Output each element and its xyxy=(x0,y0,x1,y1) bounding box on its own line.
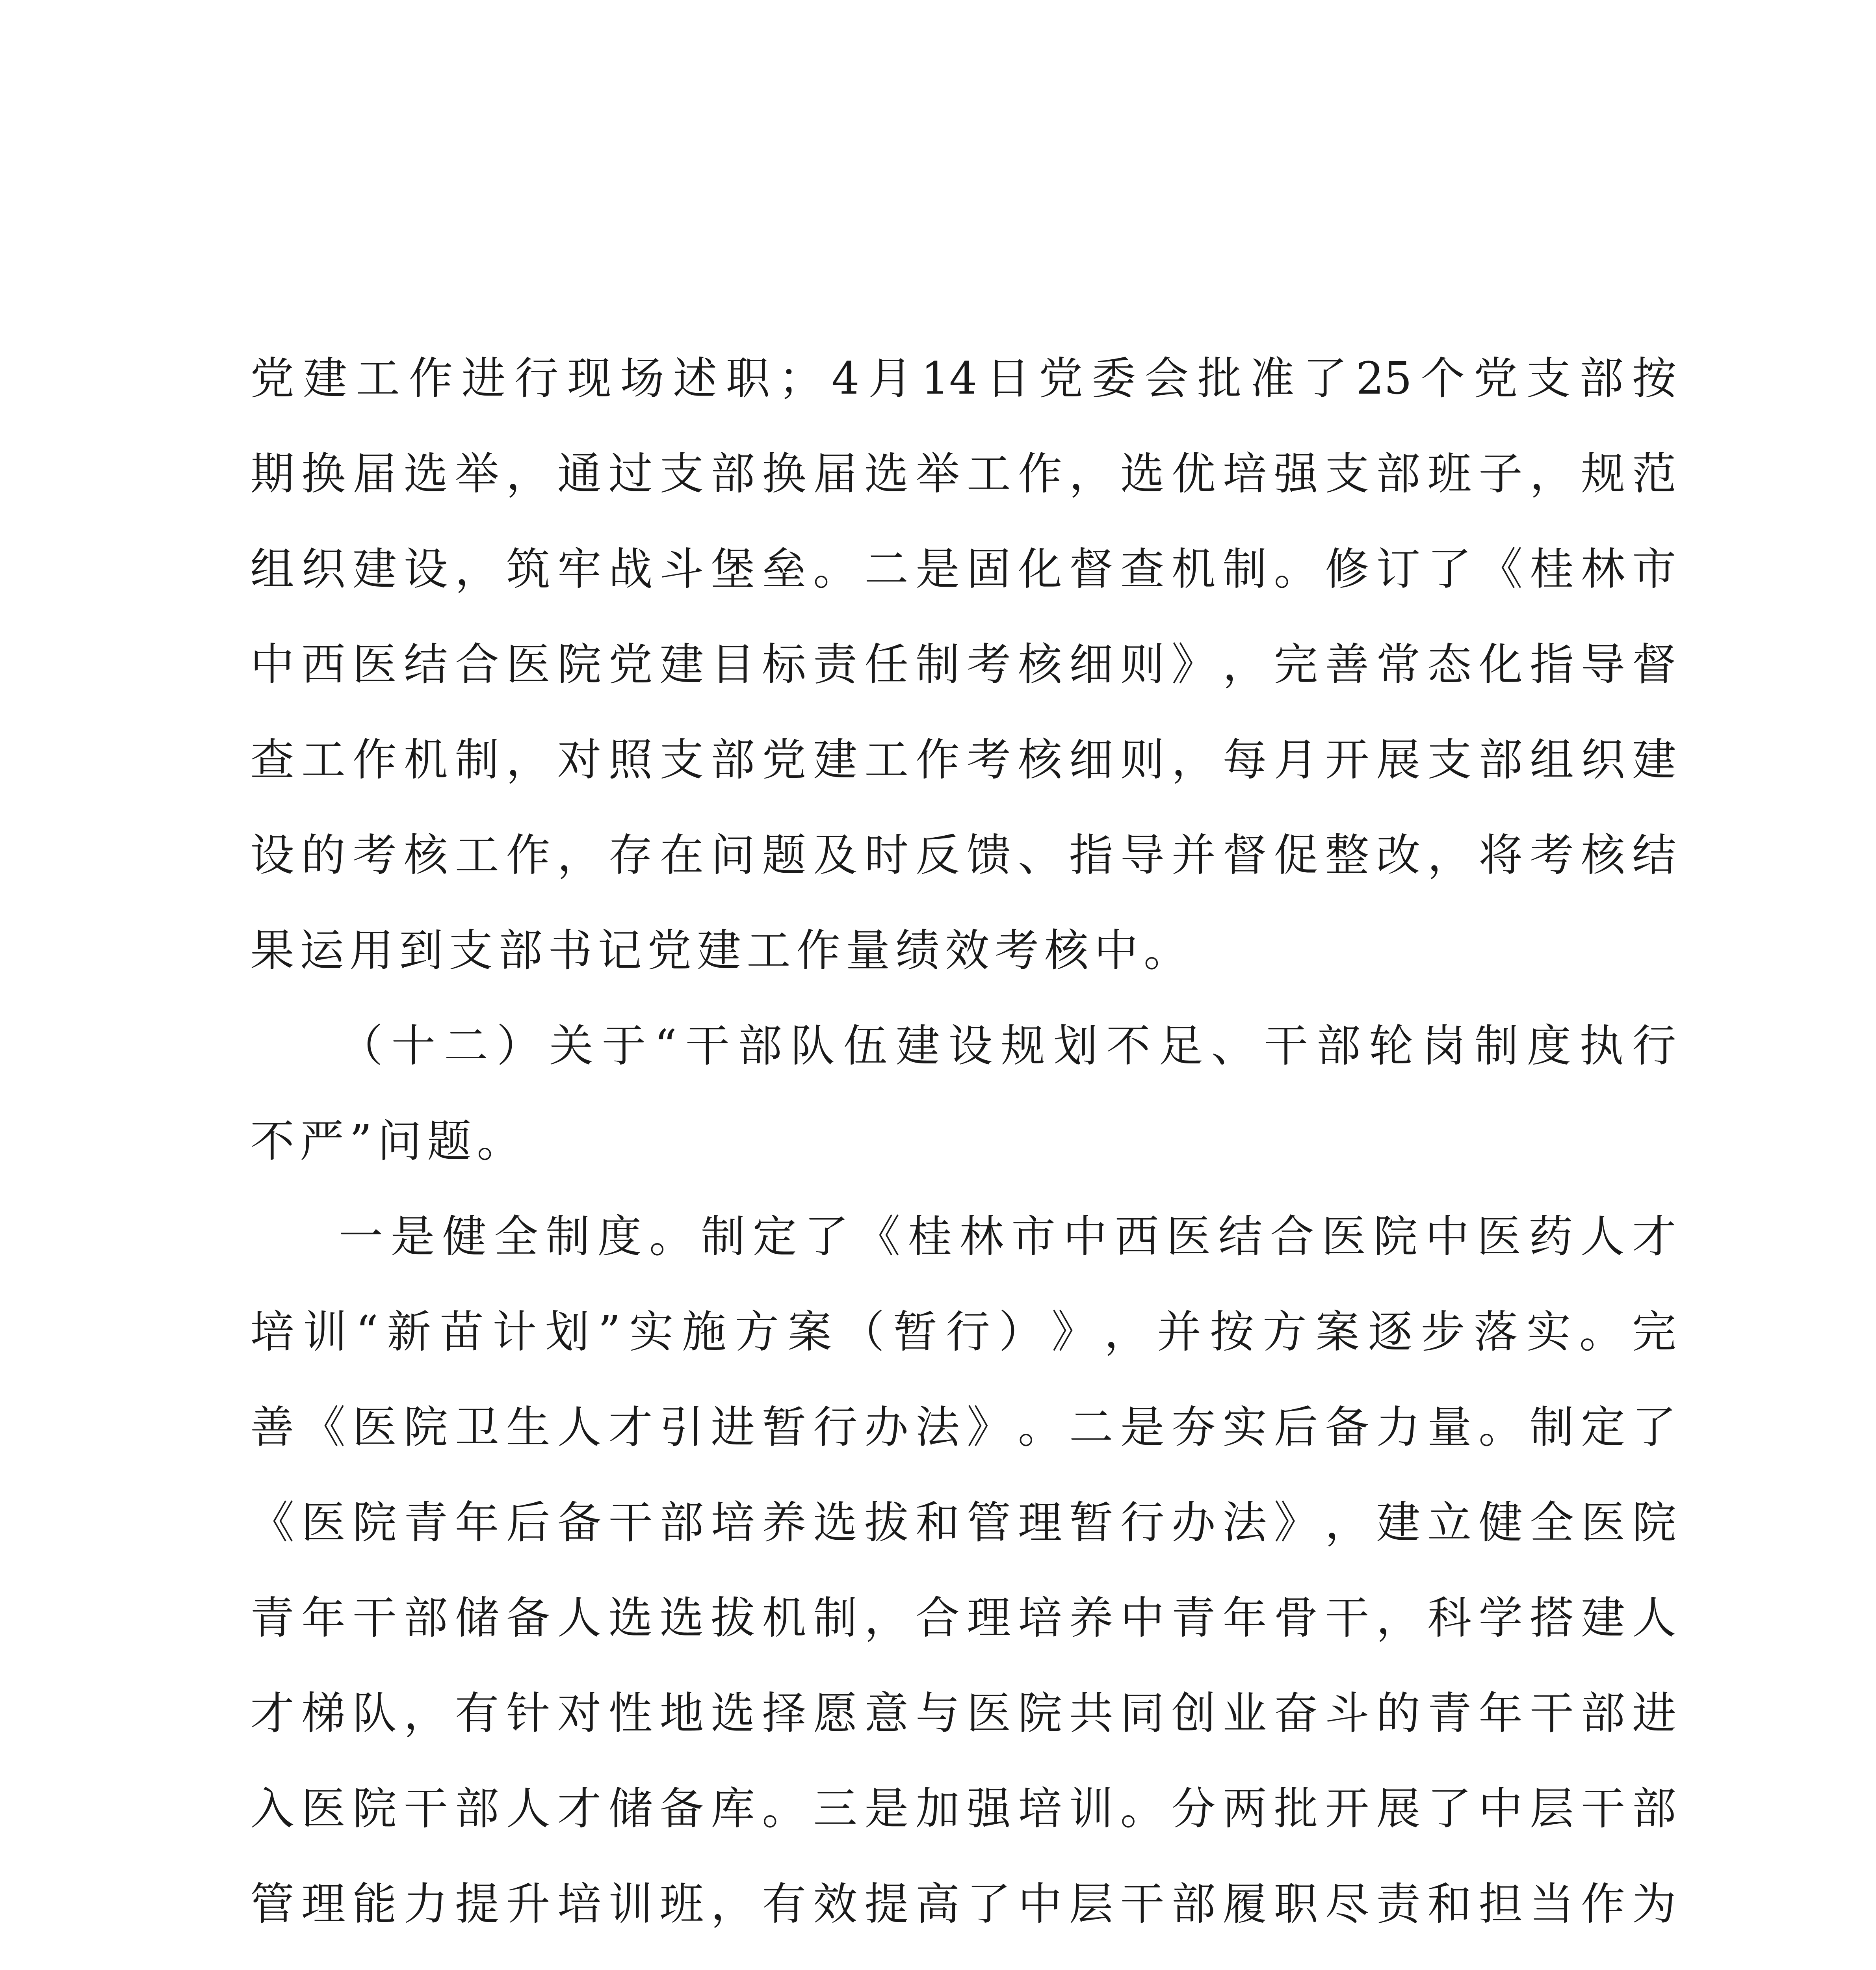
text-line: 一 是 健 全 制 度 。 制 定 了 《 桂 林 市 中 西 医 结 合 医 院 中 医 药 人 才 xyxy=(339,1211,1676,1262)
text-line: 期 换 届 选 举 ， 通 过 支 部 换 届 选 举 工 作 ， 选 优 培 强 支 部 班 子 ， 规 范 xyxy=(250,448,1676,500)
text-line: 果 运 用 到 支 部 书 记 党 建 工 作 量 绩 效 考 核 中 。 xyxy=(250,925,1188,976)
text-line: 设 的 考 核 工 作 ， 存 在 问 题 及 时 反 馈 、 指 导 并 督 促 整 改 ， 将 考 核 结 xyxy=(250,830,1676,881)
text-line: 中 西 医 结 合 医 院 党 建 目 标 责 任 制 考 核 细 则 》 ， 完 善 常 态 化 指 导 督 xyxy=(250,639,1676,690)
text-line: 管 理 能 力 提 升 培 训 班 ， 有 效 提 高 了 中 层 干 部 履 职 尽 责 和 担 当 作 为 xyxy=(250,1879,1676,1930)
text-line: 不 严 ” 问 题 。 xyxy=(250,1116,521,1167)
text-line: 培 训 “ 新 苗 计 划 ” 实 施 方 案 （ 暂 行 ） 》 ， 并 按 方 案 逐 步 落 实 。 完 xyxy=(250,1307,1676,1358)
body-text xyxy=(250,331,1676,1970)
text-line: 查 工 作 机 制 ， 对 照 支 部 党 建 工 作 考 核 细 则 ， 每 月 开 展 支 部 组 织 建 xyxy=(250,734,1676,786)
text-line: 善 《 医 院 卫 生 人 才 引 进 暂 行 办 法 》 。 二 是 夯 实 后 备 力 量 。 制 定 了 xyxy=(250,1402,1676,1453)
text-line: （ 十 二 ） 关 于 “ 干 部 队 伍 建 设 规 划 不 足 、 干 部 轮 岗 制 度 执 行 xyxy=(339,1020,1676,1072)
text-line: 青 年 干 部 储 备 人 选 选 拔 机 制 ， 合 理 培 养 中 青 年 骨 干 ， 科 学 搭 建 人 xyxy=(250,1593,1676,1644)
text-line: 《 医 院 青 年 后 备 干 部 培 养 选 拔 和 管 理 暂 行 办 法 》 ， 建 立 健 全 医 院 xyxy=(250,1497,1676,1548)
text-line: 党 建 工 作 进 行 现 场 述 职 ； 4 月 14 日 党 委 会 批 准 了 25 个 党 支 部 按 xyxy=(250,353,1676,404)
text-line xyxy=(250,1952,1676,1970)
text-line: 入 医 院 干 部 人 才 储 备 库 。 三 是 加 强 培 训 。 分 两 批 开 展 了 中 层 干 部 xyxy=(250,1783,1676,1834)
text-line: 才 梯 队 ， 有 针 对 性 地 选 择 愿 意 与 医 院 共 同 创 业 奋 斗 的 青 年 干 部 进 xyxy=(250,1688,1676,1739)
text-line: 组 织 建 设 ， 筑 牢 战 斗 堡 垒 。 二 是 固 化 督 查 机 制 。 修 订 了 《 桂 林 市 xyxy=(250,544,1676,595)
